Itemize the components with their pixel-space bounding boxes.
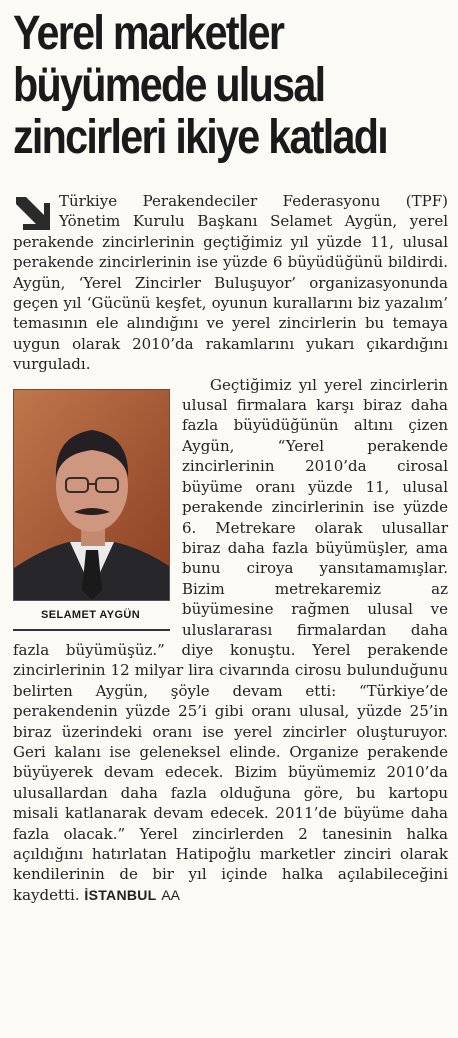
arrow-marker-icon [13, 195, 51, 231]
byline-city: İSTANBUL [84, 886, 157, 903]
portrait-photo [13, 389, 170, 601]
headline: Yerel marketler büyümede ulusal zincirleri ikiye katladı [13, 7, 388, 164]
byline-agency: AA [161, 886, 180, 903]
paragraph-2-text: Geçtiğimiz yıl yerel zincirlerin ulusal firmalara karşı biraz daha fazla büyüdüğünün altını çizen Aygün, “Yerel perakende zincirlerinin 2010’da cirosal büyüme oranı yüzde 11, ulusal perakende zincirlerinin ise yüzde 6. Metrekare olarak ulusallar biraz daha fazla büyümüşler, ama bunu ciroya yansıtamamışlar. Bizim metrekaremiz az büyümesine rağmen ulusal ve uluslararası firmalardan daha fazla büyümüşüz.” diye konuştu. Yerel perakende zincirlerinin 12 milyar lira civarında cirosu bulunduğunu belirten Aygün, şöyle devam etti: “Türkiye’de perakendenin yüzde 25’i gibi oranı ulusal, yüzde 25’in biraz üzerindeki oranı ise yerel zincirler oluşturuyor. Geri kalanı ise geleneksel elinde. Organize perakende büyüyerek devam edecek. Bizim büyümemiz 2010’da ulusallardan daha fazla olduğuna göre, bu kartopu misali katlanarak devam edecek. 2011’de büyüme daha fazla olacak.” Yerel zincirlerden 2 tanesinin halka açıldığını hatırlatan Hatipoğlu marketler zinciri olarak kendilerinin de bir yıl içinde halka açılabileceğini kaydetti. [13, 375, 448, 904]
photo-block [13, 389, 170, 631]
photo-caption: SELAMET AYGÜN [13, 605, 170, 631]
paragraph-2 [13, 375, 448, 906]
paragraph-1-text: Türkiye Perakendeciler Federasyonu (TPF) Yönetim Kurulu Başkanı Selamet Aygün, yerel perakende zincirlerinin geçtiğimiz yıl yüzde 11, ulusal perakende zincirlerinin ise yüzde 6 büyüdüğünü bildirdi. Aygün, ‘Yerel Zincirler Buluşuyor’ organizasyonunda geçen yıl ‘Gücünü keşfet, oyunun kurallarını biz yazalım’ temasının ele alındığını ve yerel zincirlerin bu temaya uygun olarak 2010’da rakamlarını yukarı çıkardığını vurguladı. [13, 192, 448, 374]
paragraph-1 [13, 191, 448, 375]
article-body [13, 191, 448, 905]
